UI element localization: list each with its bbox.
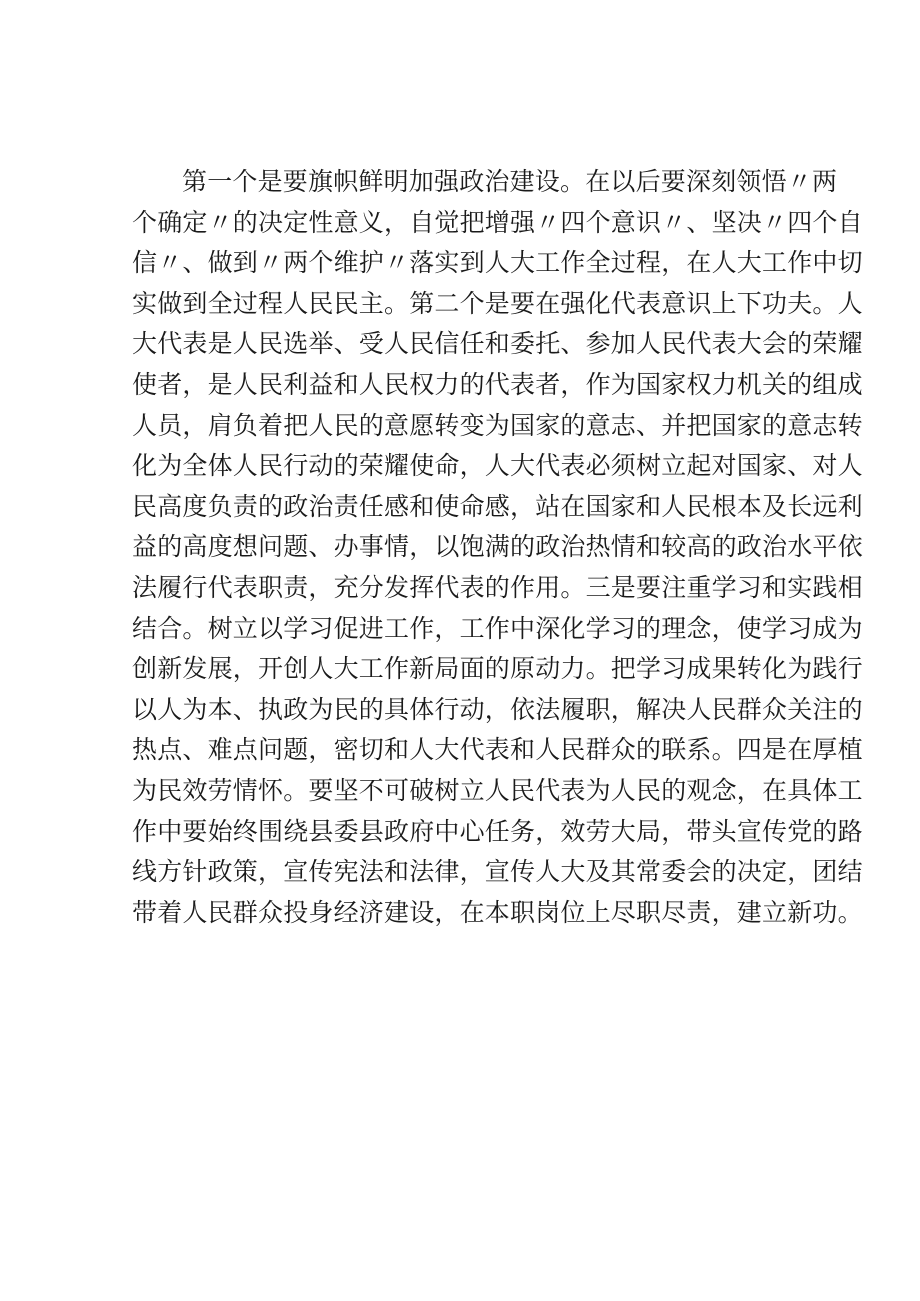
- paragraph-line: 线方针政策，宣传宪法和法律，宣传人大及其常委会的决定，团结: [132, 857, 863, 887]
- paragraph-line: 使者，是人民利益和人民权力的代表者，作为国家权力机关的组成: [132, 369, 863, 399]
- paragraph-line: 热点、难点问题，密切和人大代表和人民群众的联系。四是在厚植: [132, 735, 863, 765]
- paragraph-line: 大代表是人民选举、受人民信任和委托、参加人民代表大会的荣耀: [132, 329, 863, 359]
- paragraph-line: 结合。树立以学习促进工作，工作中深化学习的理念，使学习成为: [132, 613, 863, 643]
- paragraph-line: 为民效劳情怀。要坚不可破树立人民代表为人民的观念，在具体工: [132, 775, 863, 805]
- paragraph-line: 作中要始终围绕县委县政府中心任务，效劳大局，带头宣传党的路: [132, 816, 863, 846]
- paragraph-line: 个确定〃的决定性意义，自觉把增强〃四个意识〃、坚决〃四个自: [132, 207, 863, 237]
- paragraph-line: 化为全体人民行动的荣耀使命，人大代表必须树立起对国家、对人: [132, 451, 863, 481]
- paragraph-line: 实做到全过程人民民主。第二个是要在强化代表意识上下功夫。人: [132, 288, 863, 318]
- paragraph-line: 以人为本、执政为民的具体行动，依法履职，解决人民群众关注的: [132, 694, 863, 724]
- paragraph-line: 创新发展，开创人大工作新局面的原动力。把学习成果转化为践行: [132, 654, 863, 684]
- paragraph-line: 益的高度想问题、办事情，以饱满的政治热情和较高的政治水平依: [132, 532, 863, 562]
- paragraph-line: 第一个是要旗帜鲜明加强政治建设。在以后要深刻领悟〃两: [182, 167, 838, 196]
- paragraph-line: 民高度负责的政治责任感和使命感，站在国家和人民根本及长远利: [132, 491, 863, 521]
- paragraph-line: 信〃、做到〃两个维护〃落实到人大工作全过程，在人大工作中切: [132, 248, 863, 278]
- paragraph-line: 带着人民群众投身经济建设，在本职岗位上尽职尽责，建立新功。: [132, 897, 863, 927]
- paragraph-line: 法履行代表职责，充分发挥代表的作用。三是要注重学习和实践相: [132, 572, 863, 602]
- paragraph-line: 人员，肩负着把人民的意愿转变为国家的意志、并把国家的意志转: [132, 410, 863, 440]
- body-paragraph: [132, 162, 863, 933]
